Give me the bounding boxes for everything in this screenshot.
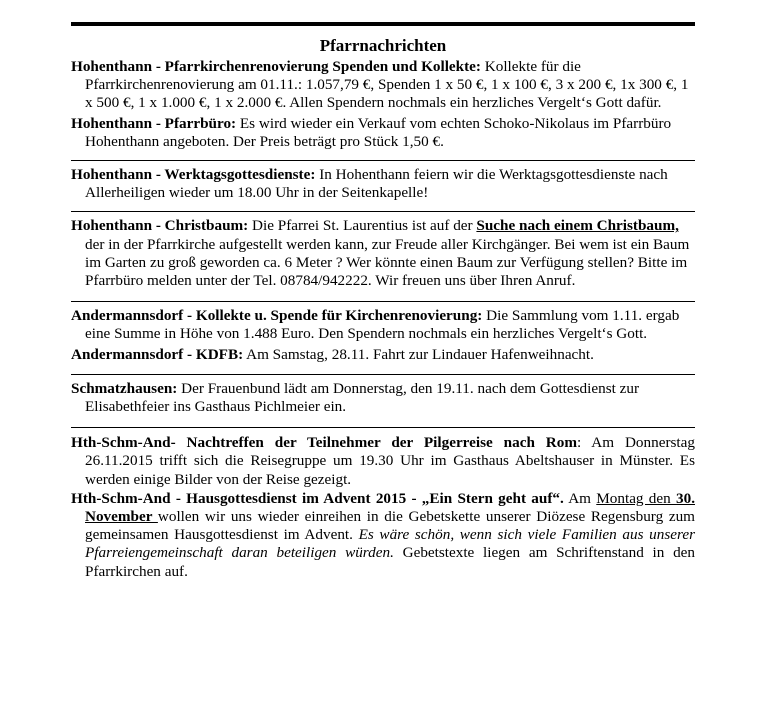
entry-hohenthann-pfarrbuero (71, 115, 695, 151)
entry-hausgottesdienst-advent (71, 490, 695, 581)
page-title: Pfarrnachrichten (319, 36, 447, 55)
entry-hohenthann-christbaum (71, 217, 695, 290)
entry-heading: Andermannsdorf - KDFB: (71, 345, 244, 363)
entry-text: Der Frauenbund lädt am Donnerstag, den 19.11. nach dem Gottesdienst zur Elisabethfeier ins Gasthaus Pichlmeier ein. (85, 379, 640, 416)
entry-heading: Schmatzhausen: (71, 379, 178, 397)
divider (71, 211, 695, 212)
entry-emphasis: Suche nach einem Christbaum, (476, 217, 679, 235)
entry-italic-note: Es wäre schön, wenn sich viele Familien aus unserer Pfarreiengemeinschaft daran beteiligen würden. (85, 526, 695, 562)
entry-text: Die Pfarrei St. Laurentius ist auf der (248, 217, 477, 235)
entry-andermannsdorf-kdfb (71, 346, 695, 364)
entry-text: Am Samstag, 28.11. Fahrt zur Lindauer Hafenweihnacht. (243, 345, 594, 363)
entry-hohenthann-renovierung (71, 58, 695, 113)
entry-text: Es wird wieder ein Verkauf vom echten Schoko-Nikolaus im Pfarrbüro Hohenthann angeboten. Der Preis beträgt pro Stück 1,50 €. (85, 114, 672, 150)
entry-text: Kollekte für die Pfarrkirchenrenovierung am 01.11.: 1.057,79 €, Spenden 1 x 50 €, 1 x 100 €, 3 x 200 €, 1x 300 €, 1 x 500 €, 1 x 1.000 €, 1 x 2.000 €. Allen Spendern nochmals ein herzliches Vergelt‘s Gott dafür. (85, 58, 689, 112)
entry-hohenthann-werktagsgottesdienste (71, 166, 695, 202)
entry-heading: Hohenthann - Pfarrbüro: (71, 114, 237, 132)
entry-text: : Am Donnerstag 26.11.2015 trifft sich die Reisegruppe um 19.30 Uhr im Gasthaus Abeltshauser in Münster. Es werden einige Bilder von der Reise gezeigt. (85, 434, 695, 488)
entry-text: der in der Pfarrkirche aufgestellt werden kann, zur Freude aller Kirchgänger. Bei wem ist ein Baum im Garten zu groß geworden ca. 6 Meter ? Wer könnte einen Baum zur Verfügung stellen? Bitte im Pfarrbüro melden unter der Tel. 08784/942222. Wir freuen uns über Ihren Anruf. (85, 235, 690, 290)
entry-heading: Hth-Schm-And- Nachtreffen der Teilnehmer der Pilgerreise nach Rom (71, 434, 577, 452)
entry-text: Am (563, 489, 597, 507)
top-rule (71, 22, 695, 26)
entry-text: Gebetstexte liegen am Schriftenstand in den Pfarrkirchen auf. (85, 544, 695, 580)
bulletin-page (71, 22, 695, 581)
divider (71, 301, 695, 302)
entry-heading: Hohenthann - Werktagsgottesdienste: (71, 166, 316, 184)
entry-nachtreffen-pilgerreise (71, 434, 695, 489)
entry-heading: Andermannsdorf - Kollekte u. Spende für Kirchenrenovierung: (71, 307, 483, 325)
entry-heading: Hohenthann - Christbaum: (71, 217, 249, 235)
entry-date-weekday: Montag den (596, 489, 677, 507)
entry-heading: Hohenthann - Pfarrkirchenrenovierung Spenden und Kollekte: (71, 58, 481, 75)
entry-schmatzhausen (71, 380, 695, 416)
divider (71, 160, 695, 161)
divider (71, 374, 695, 375)
entry-heading: Hth-Schm-And - Hausgottesdienst im Advent 2015 - „Ein Stern geht auf“. (71, 489, 564, 507)
entry-text: In Hohenthann feiern wir die Werktagsgottesdienste nach Allerheiligen wieder um 18.00 Uhr in der Seitenkapelle! (85, 166, 668, 202)
divider (71, 427, 695, 428)
entry-andermannsdorf-kollekte (71, 307, 695, 343)
entry-text: wollen wir uns wieder einreihen in die Gebetskette unserer Diözese Regensburg zum gemeinsamen Hausgottesdienst im Advent. (85, 508, 695, 544)
entry-date: 30. November (85, 489, 695, 526)
entry-text: Die Sammlung vom 1.11. ergab eine Summe in Höhe von 1.488 Euro. Den Spendern nochmals ein herzliches Vergelt‘s Gott. (85, 307, 680, 343)
